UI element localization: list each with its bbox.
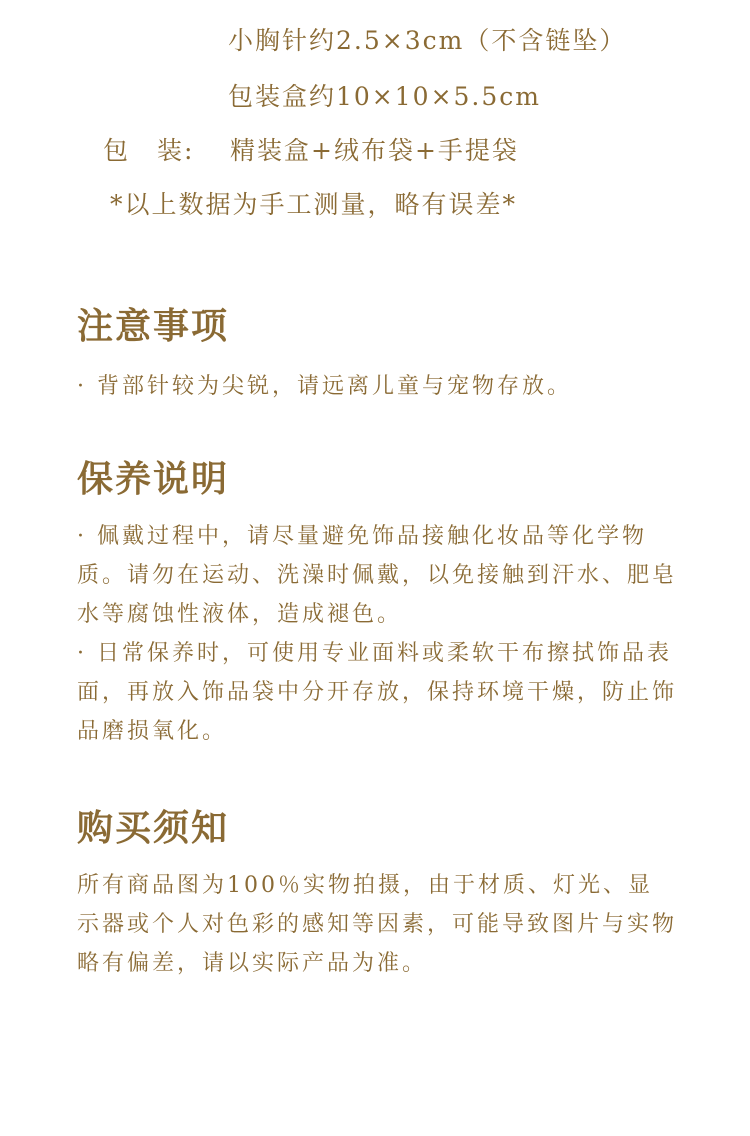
care-item: · 日常保养时，可使用专业面料或柔软干布擦拭饰品表面，再放入饰品袋中分开存放，保持环境干燥，防止饰品磨损氧化。 [77, 641, 678, 744]
notice-title: 注意事项 [77, 305, 230, 347]
care-item: · 佩戴过程中，请尽量避免饰品接触化妆品等化学物质。请勿在运动、洗澡时佩戴，以免接触到汗水、肥皂水等腐蚀性液体，造成褪色。 [77, 524, 678, 627]
care-title: 保养说明 [77, 458, 230, 500]
notice-list [77, 367, 677, 406]
notice-item: · 背部针较为尖锐，请远离儿童与宠物存放。 [77, 374, 572, 399]
measurement-disclaimer: *以上数据为手工测量，略有误差* [110, 190, 518, 219]
pendant-size-text: 小胸针约2.5×3cm（不含链坠） [228, 26, 627, 55]
purchase-title: 购买须知 [77, 807, 230, 849]
packaging-label: 包 装: [103, 136, 195, 165]
box-size-text: 包装盒约10×10×5.5cm [228, 82, 541, 111]
packaging-value: 精装盒+绒布袋+手提袋 [230, 136, 519, 165]
purchase-text: 所有商品图为100％实物拍摄，由于材质、灯光、显示器或个人对色彩的感知等因素，可能导致图片与实物略有偏差，请以实际产品为准。 [77, 873, 678, 976]
care-list [77, 517, 677, 751]
purchase-notice [77, 866, 677, 983]
